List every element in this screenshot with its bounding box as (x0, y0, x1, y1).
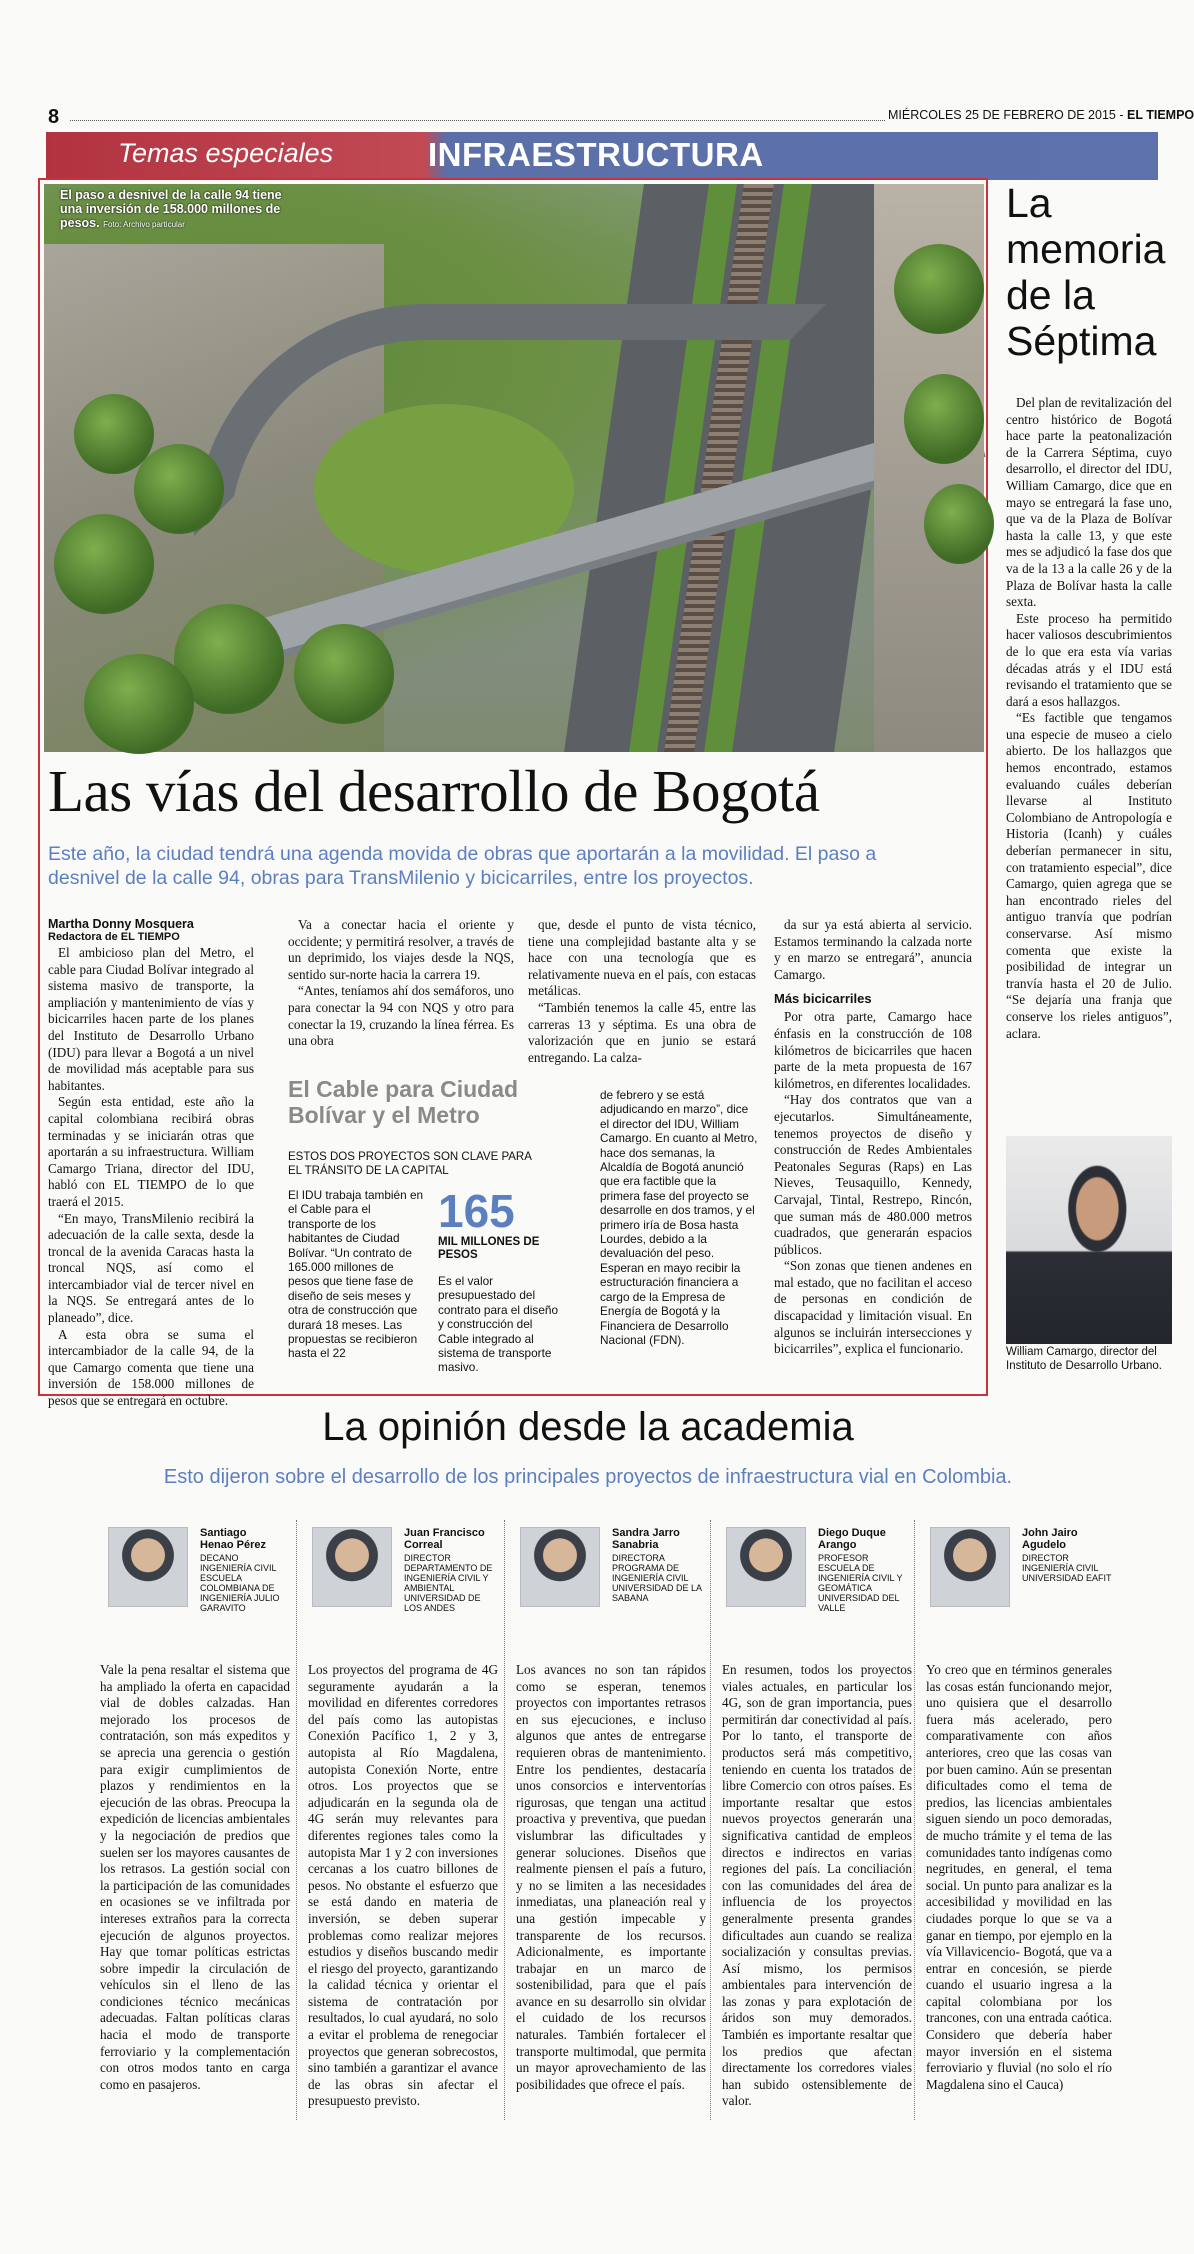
expert-name: Santiago Henao Pérez (200, 1527, 267, 1551)
big-number: 165 (438, 1185, 515, 1237)
big-number-desc: Es el valor presupuestado del contrato para el diseño y construcción del Cable integrado al sistema de transporte masivo. (438, 1274, 559, 1375)
paragraph: “Son zonas que tienen andenes en mal estado, que no facilitan el acceso de personas en condición de discapacidad y limitación visual. En algunos se incluirán intersecciones y bicicarriles”, explica el funcionario. (774, 1258, 972, 1357)
paragraph: Va a conectar hacia el oriente y occidente; y permitirá resolver, a través de un deprimido, los viajes desde la NQS, sentido sur-norte hacia la carrera 19. (288, 917, 514, 982)
paragraph: “En mayo, TransMilenio recibirá la adecuación de la calle sexta, desde la troncal de la avenida Caracas hasta la troncal NQS, así como el intercambiador vial de tercer nivel en la NQS. Se entregará antes de lo planeado”, dice. (48, 1210, 254, 1326)
expert-role: DECANO INGENIERÍA CIVIL ESCUELA COLOMBIANA DE INGENIERÍA JULIO GARAVITO (200, 1553, 280, 1613)
expert-opinion (100, 1662, 290, 2093)
newspaper-name: EL TIEMPO (1126, 108, 1194, 122)
paragraph: Este proceso ha permitido hacer valiosos descubrimientos de lo que era esta vía varias décadas atrás y el IDU está revisando el tratamiento que se dará a esos hallazgos. (1006, 610, 1172, 709)
article-body-4b (774, 1009, 972, 1357)
photo-tree (134, 444, 224, 534)
page-number: 8 (48, 106, 60, 128)
sidebar-body (1006, 395, 1172, 1042)
subhead-bicicarriles: Más bicicarriles (774, 991, 872, 1007)
paragraph: Los avances no son tan rápidos como se esperan, tenemos proyectos con importantes retrasos en sus ejecuciones, e incluso algunos que antes de entregarse requieren obras de mantenimiento. Entre los pendientes, destacaría unos consorcios e interventorías rigurosas, que tengan una actitud proactiva y preventiva, que puedan vislumbrar las dificultades y generar soluciones. Diseños que realmente piensen el país a futuro, y no se limiten a las necesidades inmediatas, una planeación real y una gestión impecable y transparente de los recursos. Adicionalmente, es importante trabajar en un marco de sostenibilidad, para que el país avance en su desarrollo sin olvidar el cuidado de los recursos naturales. También fortalecer el transporte multimodal, que permita un mayor aprovechamiento de las posibilidades que ofrece el país. (516, 1662, 706, 2092)
paragraph: “Es factible que tengamos una especie de museo a cielo abierto. De los hallazgos que hemos encontrado, estamos evaluando cuáles deberían llevarse al Instituto Colombiano de Antropología e Historia (Icanh) y cuáles deberían permanecer in situ, con tratamiento especial”, dice Camargo, quien agrega que se han encontrado rieles del antiguo tranvía que podrían conservarse. Así mismo comenta que existe la posibilidad de integrar un tranvía hasta el 20 de Julio. “Se dejaría una franja que conserve los rieles antiguos”, aclara. (1006, 710, 1172, 1041)
expert-name: Sandra Jarro Sanabria (612, 1527, 680, 1551)
expert-role: DIRECTOR INGENIERÍA CIVIL UNIVERSIDAD EAFIT (1022, 1553, 1112, 1583)
camargo-photo-caption: William Camargo, director del Instituto de Desarrollo Urbano. (1006, 1346, 1162, 1372)
column-divider (296, 1520, 297, 2120)
photo-caption-text: El paso a desnivel de la calle 94 tiene una inversión de 158.000 millones de pesos. (60, 188, 282, 230)
article-col-4 (774, 917, 972, 1358)
photo-tree (294, 624, 394, 724)
paragraph: El ambicioso plan del Metro, el cable para Ciudad Bolívar integrado al sistema masivo de transporte, la ampliación y mantenimiento de vías y bicicarriles hacen parte de los planes del Instituto de Desarrollo Urbano (IDU) para llevar a Bogotá a un nivel de movilidad más aceptable para sus habitantes. (48, 945, 254, 1093)
header-rule (70, 120, 885, 121)
date-text: MIÉRCOLES 25 DE FEBRERO DE 2015 - (888, 108, 1124, 122)
article-body-1 (48, 945, 254, 1410)
photo-credit: Foto: Archivo particular (103, 220, 185, 229)
main-deck: Este año, la ciudad tendrá una agenda movida de obras que aportarán a la movilidad. El paso a desnivel de la calle 94, obras para TransMilenio y bicicarriles, entre los proyectos. (48, 843, 877, 889)
column-divider (914, 1520, 915, 2120)
byline-role: Redactora de EL TIEMPO (48, 931, 180, 943)
column-divider (710, 1520, 711, 2120)
overpass-photo (44, 184, 984, 752)
column-divider (504, 1520, 505, 2120)
article-col-1 (48, 917, 254, 1410)
avatar (520, 1527, 600, 1607)
expert-role: DIRECTORA PROGRAMA DE INGENIERÍA CIVIL UNIVERSIDAD DE LA SABANA (612, 1553, 702, 1603)
expert-name: Juan Francisco Correal (404, 1527, 485, 1551)
big-number-label: MIL MILLONES DE PESOS (438, 1236, 540, 1261)
expert-opinion (308, 1662, 498, 2110)
main-headline: Las vías del desarrollo de Bogotá (48, 758, 820, 824)
paragraph: En resumen, todos los proyectos viales actuales, en particular los 4G, son de gran importancia, pues permitirán dar conectividad al país. Por lo tanto, el transporte de productos será más competitivo, teniendo en cuenta los tratados de libre Comercio con otros países. Es importante resaltar que estos nuevos proyectos generarán una significativa cantidad de empleos directos e indirectos en varias regiones del país. La conciliación con las comunidades del área de influencia de los proyectos generalmente presenta grandes dificultades aun cuando se realiza socialización y consultas previas. Así mismo, los permisos ambientales para intervención de las zonas y para explotación de áridos son muy demorados. También es importante resaltar que los predios que afectan directamente los corredores viales han subido ostensiblemente de valor. (722, 1662, 912, 2109)
paragraph: Por otra parte, Camargo hace énfasis en la construcción de 108 kilómetros de bicicarriles que hacen parte de la meta propuesta de 167 kilómetros, en diferentes localidades. (774, 1009, 972, 1091)
avatar (312, 1527, 392, 1607)
sidebar-title: La memoria de la Séptima (1006, 180, 1166, 364)
topic-label: INFRAESTRUCTURA (428, 136, 764, 173)
paragraph: “También tenemos la calle 45, entre las carreras 13 y séptima. Es una obra de valorización que en junio se estará entregando. La calza- (528, 999, 756, 1065)
paragraph: Según esta entidad, este año la capital colombiana recibirá obras terminadas y se iniciarán otras que aportarán a su infraestructura. William Camargo Triana, director del IDU, habló con EL TIEMPO de lo que traerá el 2015. (48, 1094, 254, 1209)
expert-role: PROFESOR ESCUELA DE INGENIERÍA CIVIL Y GEOMÁTICA UNIVERSIDAD DEL VALLE (818, 1553, 903, 1613)
camargo-photo (1006, 1136, 1172, 1344)
paragraph: A esta obra se suma el intercambiador de la calle 94, de la que Camargo comenta que tiene una inversión de 158.000 millones de pesos que se entregará en octubre. (48, 1326, 254, 1409)
cable-box-text-2: de febrero y se está adjudicando en marzo”, dice el director del IDU, William Camargo. En cuanto al Metro, hace dos semanas, la Alcaldía de Bogotá anunció que era factible que la primera fase del proyecto se desarrolle en dos tramos, y el primero iría de Bosa hasta Lourdes, debido a la devaluación del peso. Esperan en mayo recibir la estructuración financiera a cargo de la Empresa de Energía de Bogotá y la Financiera de Desarrollo Nacional (FDN). (600, 1088, 758, 1347)
cable-box-title: El Cable para Ciudad Bolívar y el Metro (288, 1076, 519, 1128)
cable-box (288, 1076, 758, 1376)
paragraph: “Antes, teníamos ahí dos semáforos, uno para conectar la 94 con NQS y otro para conectar la 19, cruzando la línea férrea. Es una obra (288, 983, 514, 1049)
photo-caption (60, 188, 290, 232)
article-col-2 (288, 917, 514, 1050)
paragraph: Los proyectos del programa de 4G seguramente ayudarán a la movilidad en diferentes corredores del país como las autopistas Conexión Pacífico 1, 2 y 3, autopista al Río Magdalena, autopista Conexión Norte, entre otros. Los proyectos que se adjudicarán en la segunda ola de 4G serán muy relevantes para diferentes regiones tales como la autopista Mar 1 y 2 con inversiones cercanas a los cuatro billones de pesos. No obstante el esfuerzo que se está dando en materia de inversión, se deben superar problemas como realizar mejores estudios y diseños buscando medir el riesgo del proyecto, garantizando la calidad técnica y orientar el sistema de contratación por resultados, lo cual ayudará, no solo a evitar el problema de renegociar proyectos que generan sobrecostos, sino también a garantizar el avance de las obras sin afectar el presupuesto previsto. (308, 1662, 498, 2109)
avatar (108, 1527, 188, 1607)
cable-box-kicker: ESTOS DOS PROYECTOS SON CLAVE PARA EL TRÁNSITO DE LA CAPITAL (288, 1151, 532, 1177)
expert-opinion (722, 1662, 912, 2110)
expert-opinion (516, 1662, 706, 2093)
section-label: Temas especiales (118, 138, 334, 168)
opinion-subtitle: Esto dijeron sobre el desarrollo de los principales proyectos de infraestructura vial en Colombia. (163, 1466, 1013, 1488)
expert-name: John Jairo Agudelo (1022, 1527, 1078, 1551)
paragraph: “Hay dos contratos que van a ejecutarlos. Simultáneamente, tenemos proyectos de diseño y construcción de Redes Ambientales Peatonales Seguras (Raps) en Las Nieves, Teusaquillo, Kennedy, Carvajal, Tintal, Restrepo, Rincón, que suman más de 480.000 metros cuadrados, que generarán espacios públicos. (774, 1092, 972, 1257)
opinion-title: La opinión desde la academia (322, 1405, 854, 1449)
avatar (930, 1527, 1010, 1607)
date-line (888, 108, 1194, 122)
paragraph: Yo creo que en términos generales las cosas están funcionando mejor, uno quisiera que el desarrollo fuera más acelerado, pero comparativamente con años anteriores, creo que las cosas van por buen camino. Aún se presentan dificultades como el tema de predios, las licencias ambientales siguen siendo un poco demoradas, de mucho trámite y el tema de las comunidades tanto indígenas como negritudes, en general, el tema social. Un punto para analizar es la accesibilidad y movilidad en las ciudades porque lo que se va a ganar en tiempo, por ejemplo en la vía Villavicencio- Bogotá, que va a entrar en concesión, se pierde cuando el usuario ingresa a la capital colombiana por los trancones, con una entrada caótica. Considero que debería haber mayor inversión en el sistema ferroviario y fluvial (no solo el río Magdalena sino el Cauca) (926, 1662, 1112, 2092)
expert-opinion (926, 1662, 1112, 2093)
byline: Martha Donny Mosquera (48, 917, 194, 931)
photo-tree (904, 374, 984, 464)
paragraph: que, desde el punto de vista técnico, tiene una complejidad bastante alta y se hace con una tecnología que es relativamente nueva en el país, con estacas metálicas. (528, 917, 756, 999)
cable-box-text-1: El IDU trabaja también en el Cable para el transporte de los habitantes de Ciudad Bolívar. “Un contrato de 165.000 millones de pesos que tiene fase de diseño de seis meses y otra de construcción que durará 18 meses. Las propuestas se recibieron hasta el 22 (288, 1188, 424, 1361)
article-col-3 (528, 917, 756, 1066)
photo-tree (894, 244, 984, 334)
expert-role: DIRECTOR DEPARTAMENTO DE INGENIERÍA CIVIL Y AMBIENTAL UNIVERSIDAD DE LOS ANDES (404, 1553, 493, 1613)
photo-tree (54, 514, 154, 614)
paragraph: Del plan de revitalización del centro histórico de Bogotá hace parte la peatonalización de la Carrera Séptima, cuyo desarrollo, el director del IDU, William Camargo, dice que en mayo se entregará la fase uno, que va de la Plaza de Bolívar hasta la calle 13, y que este mes se adjudicó la fase dos que va de la 13 a la calle 26 y de la Plaza de Bolívar hasta la calle sexta. (1006, 395, 1172, 610)
paragraph: Vale la pena resaltar el sistema que ha ampliado la oferta en capacidad vial de dobles calzadas. Han mejorado los procesos de contratación, son más expeditos y se aprecia una gerencia o gestión para exigir cumplimientos de plazos y rendimientos en la ejecución de las obras. Preocupa la expedición de licencias ambientales y la negociación de predios que suelen ser los mayores causantes de los retrasos. La gestión social con la participación de las comunidades en ocasiones se ve infiltrada por intereses extraños para la correcta ejecución de algunos proyectos. Hay que tomar políticas estrictas sobre impedir la circulación de vehículos sin el lleno de las condiciones técnico mecánicas adecuadas. Faltan políticas claras hacia el modo de transporte ferroviario y la complementación con otros modos tanto en carga como en pasajeros. (100, 1662, 290, 2092)
paragraph: da sur ya está abierta al servicio. Estamos terminando la calzada norte y en marzo se entregará”, anuncia Camargo. (774, 917, 972, 982)
photo-tree (84, 654, 194, 754)
expert-name: Diego Duque Arango (818, 1527, 886, 1551)
article-body-4 (774, 917, 972, 983)
avatar (726, 1527, 806, 1607)
photo-tree (924, 484, 994, 564)
